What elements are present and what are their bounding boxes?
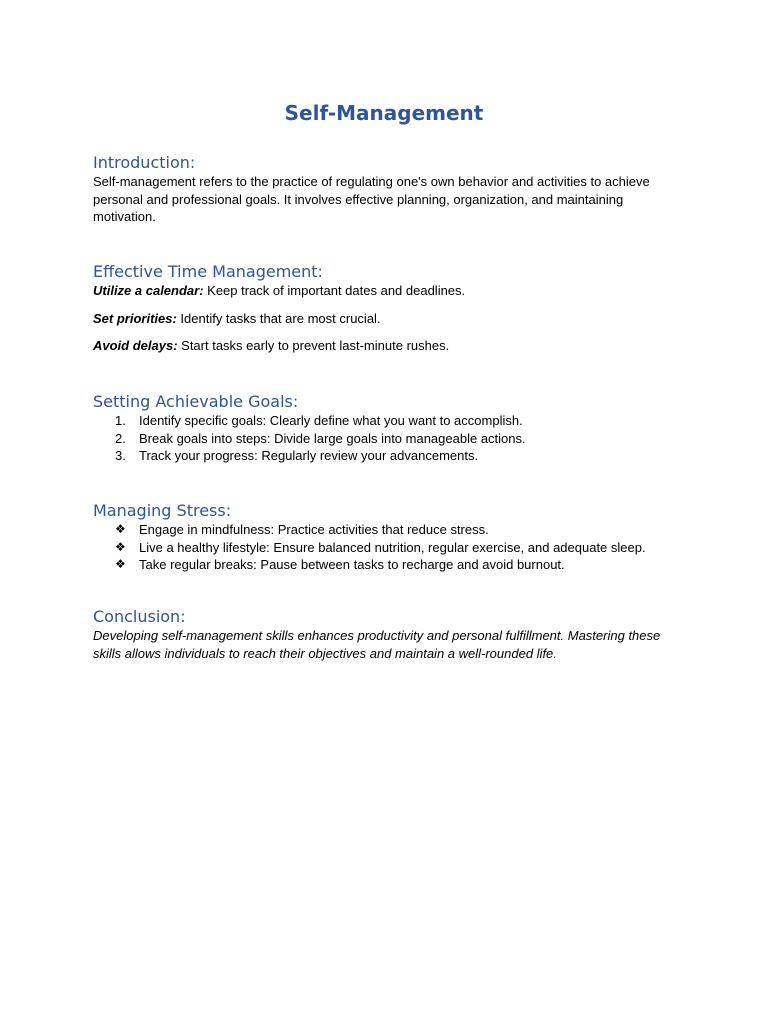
goals-section [93,392,678,465]
list-item-text: Live a healthy lifestyle: Ensure balanced nutrition, regular exercise, and adequate sleep. [139,539,646,555]
list-item-text: Break goals into steps: Divide large goals into manageable actions. [139,430,526,446]
list-number: 1. [115,413,126,428]
time-management-section [93,262,678,355]
tip-text: Identify tasks that are most crucial. [176,310,381,326]
tip-lead: Utilize a calendar: [93,283,204,298]
introduction-paragraph: Self-management refers to the practice of regulating one's own behavior and activities to achieve personal and professional goals. It involves effective planning, organization, and maintaining motivation. [93,174,650,224]
list-item [93,521,678,539]
goals-heading: Setting Achievable Goals: [93,392,299,411]
tip-text: Start tasks early to prevent last-minute rushes. [177,338,450,353]
stress-bulleted-list [93,521,678,574]
tip-lead: Set priorities: [93,310,177,326]
list-number: 2. [115,430,126,446]
introduction-section [93,153,678,226]
time-management-heading: Effective Time Management: [93,262,323,281]
list-item-text: Identify specific goals: Clearly define what you want to accomplish. [139,413,523,428]
list-item [93,430,678,448]
time-management-tips [93,282,678,355]
list-item-text: Track your progress: Regularly review your advancements. [139,448,479,463]
list-item [93,556,678,574]
list-item-text: Engage in mindfulness: Practice activities that reduce stress. [139,522,489,537]
document-title: Self-Management [284,101,484,125]
tip-text: Keep track of important dates and deadlines. [203,283,466,298]
list-item [93,539,678,557]
list-item-text: Take regular breaks: Pause between tasks to recharge and avoid burnout. [139,557,565,572]
conclusion-paragraph: Developing self-management skills enhances productivity and personal fulfillment. Mastering these skills allows individuals to reach their objectives and maintain a well-rounded life. [93,628,661,661]
stress-section [93,501,678,574]
tip-lead: Avoid delays: [93,338,178,353]
conclusion-section [93,607,678,662]
conclusion-heading: Conclusion: [93,607,186,626]
list-item [93,447,678,465]
diamond-bullet-icon: ❖ [115,557,126,571]
stress-heading: Managing Stress: [93,501,232,520]
diamond-bullet-icon: ❖ [115,539,126,554]
introduction-heading: Introduction: [93,153,196,172]
tip-paragraph [93,337,678,355]
diamond-bullet-icon: ❖ [115,522,126,536]
tip-paragraph [93,282,678,300]
tip-paragraph [93,310,678,328]
list-item [93,412,678,430]
goals-numbered-list [93,412,678,465]
list-number: 3. [115,448,126,463]
